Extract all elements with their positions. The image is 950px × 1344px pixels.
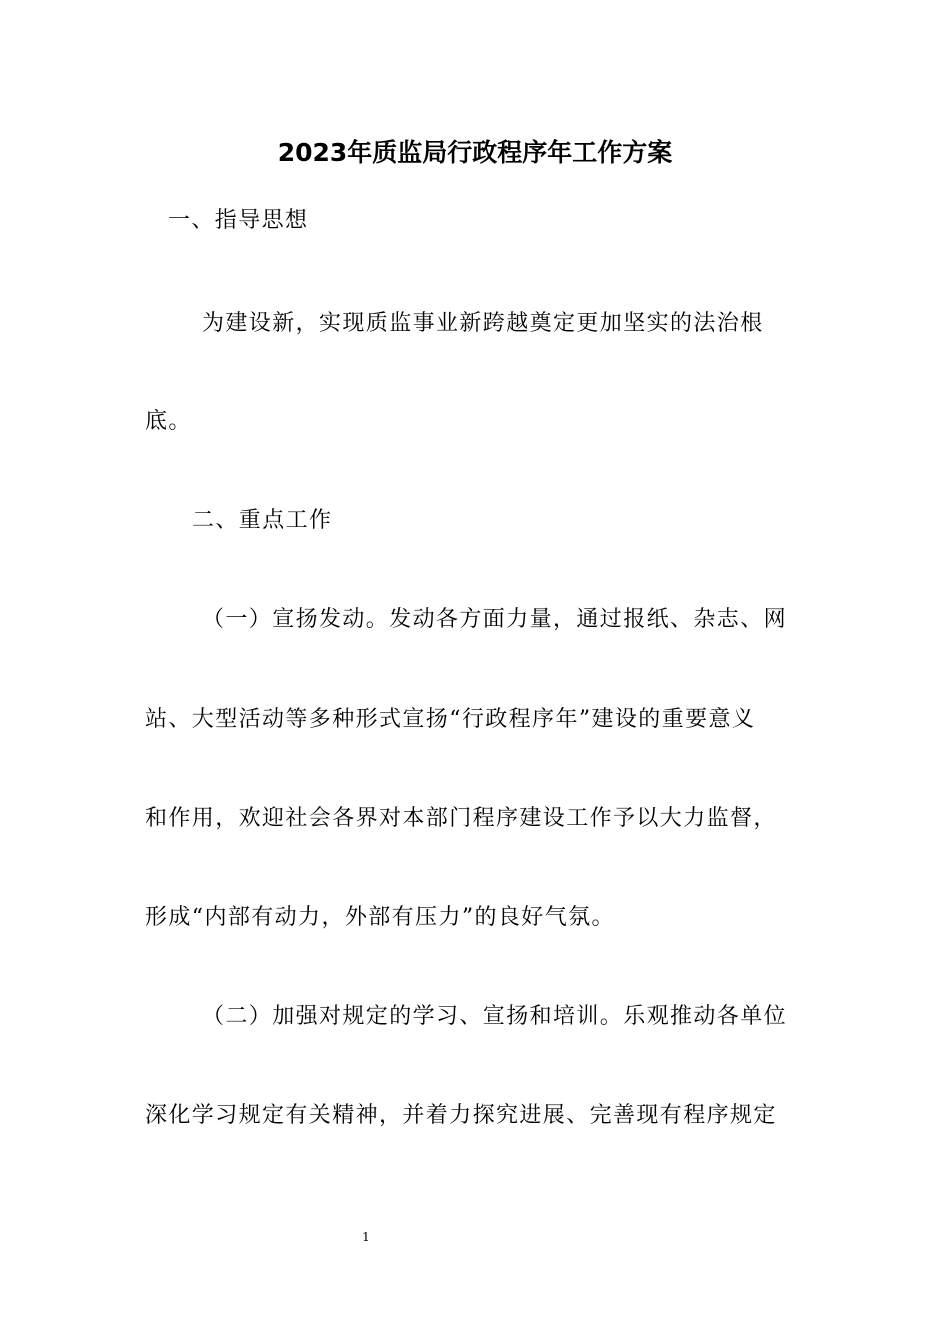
document-title: 2023年质监局行政程序年工作方案 [277,138,673,167]
paragraph-line: （一）宣扬发动。发动各方面力量，通过报纸、杂志、网 [202,607,788,632]
section-heading-guiding-thought: 一、指导思想 [168,208,309,233]
paragraph-line: 深化学习规定有关精神，并着力探究进展、完善现有程序规定 [145,1103,777,1128]
paragraph-line: 和作用，欢迎社会各界对本部门程序建设工作予以大力监督， [145,806,777,831]
paragraph-line: （二）加强对规定的学习、宣扬和培训。乐观推动各单位 [202,1004,788,1029]
page-number: 1 [362,1230,370,1244]
section-heading-key-work: 二、重点工作 [192,508,333,533]
paragraph-line: 形成“内部有动力，外部有压力”的良好气氛。 [145,905,615,930]
paragraph-line: 底。 [145,409,192,434]
paragraph-line: 站、大型活动等多种形式宣扬“行政程序年”建设的重要意义 [145,707,756,732]
paragraph-line: 为建设新，实现质监事业新跨越奠定更加坚实的法治根 [202,311,764,336]
